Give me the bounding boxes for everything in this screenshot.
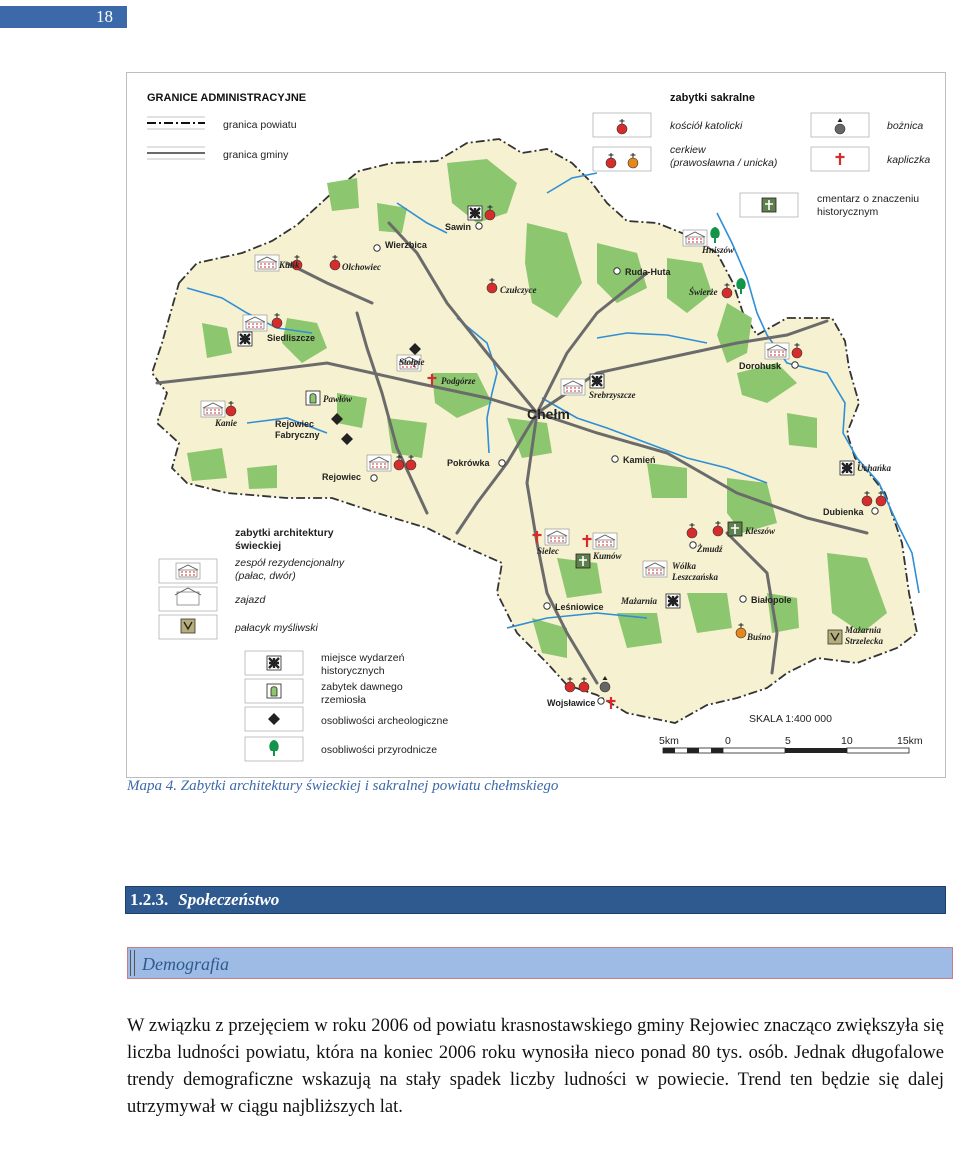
svg-text:Leszczańska: Leszczańska [672, 572, 719, 582]
place-uchanka [840, 461, 892, 475]
legend-commune-border: granica gminy [223, 149, 289, 161]
subsection-heading [127, 947, 953, 979]
subsection-title: Demografia [142, 954, 229, 974]
svg-text:Ruda-Huta: Ruda-Huta [625, 267, 671, 277]
legend-catholic-church: kościół katolicki [670, 120, 743, 132]
legend-secular-heading-1: zabytki architektury [235, 527, 334, 539]
place-mazarnia [620, 594, 680, 608]
cemetery-icon [762, 198, 776, 212]
place-kulik [255, 255, 302, 271]
svg-text:Podgórze: Podgórze [441, 376, 476, 386]
hunting-lodge-icon [181, 619, 195, 633]
place-pawlow [306, 391, 353, 405]
svg-text:Fabryczny: Fabryczny [275, 430, 320, 440]
svg-text:Pawłów: Pawłów [323, 394, 353, 404]
svg-text:Białopole: Białopole [751, 595, 792, 605]
svg-text:Srebrzyszcze: Srebrzyszcze [589, 390, 636, 400]
svg-text:Świerże: Świerże [689, 287, 718, 297]
legend-secular-heading-2: świeckiej [235, 540, 282, 552]
svg-text:Mażarnia: Mażarnia [621, 596, 658, 606]
historic-event-icon [267, 656, 281, 670]
svg-text:Sielec: Sielec [537, 546, 559, 556]
legend-cemetery-line2: historycznym [817, 206, 879, 218]
legend-orthodox-line2: (prawosławna / unicka) [670, 157, 778, 169]
svg-text:Dubienka: Dubienka [823, 507, 864, 517]
scale-tick-4: 15km [897, 735, 923, 747]
svg-text:Strzelecka: Strzelecka [845, 636, 883, 646]
svg-text:Żmudź: Żmudź [697, 544, 723, 554]
svg-text:Wojsławice: Wojsławice [547, 698, 596, 708]
legend-craft-1: zabytek dawnego [321, 681, 403, 693]
legend-orthodox-line1: cerkiew [670, 144, 706, 156]
svg-text:Mażarnia: Mażarnia [845, 625, 882, 635]
legend-residence-line1: zespół rezydencjonalny [235, 557, 345, 569]
section-heading [125, 886, 946, 914]
scale-tick-0: 5km [659, 735, 679, 747]
legend-inn: zajazd [235, 594, 266, 606]
legend-historic-event-1: miejsce wydarzeń [321, 652, 405, 664]
svg-text:Buśno: Buśno [747, 632, 772, 642]
legend-nature: osobliwości przyrodnicze [321, 744, 438, 756]
page-number: 18 [0, 6, 127, 28]
legend-admin-heading: GRANICE ADMINISTRACYJNE [147, 92, 307, 104]
legend-sacral-heading: zabytki sakralne [670, 92, 755, 104]
svg-text:Rejowiec: Rejowiec [275, 419, 315, 429]
scale-tick-1: 0 [725, 735, 731, 747]
legend-archaeology: osobliwości archeologiczne [321, 715, 449, 727]
section-title: Społeczeństwo [178, 890, 280, 909]
place-chelm [527, 406, 570, 422]
scale-title: SKALA 1:400 000 [749, 713, 832, 725]
legend-hunting-lodge: pałacyk myśliwski [235, 622, 318, 634]
scale-tick-2: 5 [785, 735, 791, 747]
scale-tick-3: 10 [841, 735, 853, 747]
legend-county-border: granica powiatu [223, 119, 297, 131]
legend-cemetery-line1: cmentarz o znaczeniu [817, 193, 920, 205]
section-number: 1.2.3. [130, 890, 169, 909]
svg-text:Hniszów: Hniszów [702, 245, 735, 255]
svg-text:Siedliszcze: Siedliszcze [267, 333, 316, 343]
svg-text:Kanie: Kanie [215, 418, 238, 428]
svg-text:Rejowiec: Rejowiec [322, 472, 362, 482]
legend-chapel: kapliczka [887, 154, 931, 166]
svg-text:Czułczyce: Czułczyce [500, 285, 537, 295]
svg-text:Olchowiec: Olchowiec [342, 262, 381, 272]
svg-text:Wólka: Wólka [672, 561, 697, 571]
svg-text:Sawin: Sawin [445, 222, 472, 232]
svg-text:Kleszów: Kleszów [745, 526, 776, 536]
scale-bar [663, 748, 909, 753]
legend-historic-event-2: historycznych [321, 665, 385, 677]
svg-text:Kumów: Kumów [593, 551, 622, 561]
svg-text:Chełm: Chełm [527, 406, 570, 422]
svg-text:Stołpie: Stołpie [399, 357, 425, 367]
craft-monument-icon [267, 684, 281, 698]
svg-text:Dorohusk: Dorohusk [739, 361, 782, 371]
svg-text:Kulik: Kulik [279, 260, 300, 270]
body-paragraph: W związku z przejęciem w roku 2006 od powiatu krasnostawskiego gminy Rejowiec znacząco zwiększyła się liczba ludności powiatu, która na koniec 2006 roku wynosiła nieco ponad 80 tys. osób. Jednak długofalowe trendy demograficzne wskazują na stały spadek liczby ludności w powiecie. Trend ten będzie się dalej utrzymywał w ciągu najbliższych lat. [127, 1016, 944, 1117]
residence-icon [176, 563, 200, 579]
svg-text:Pokrówka: Pokrówka [447, 458, 490, 468]
svg-text:Wierzbica: Wierzbica [385, 240, 427, 250]
legend-craft-2: rzemiosła [321, 694, 366, 706]
legend-synagogue: bożnica [887, 120, 924, 132]
legend-residence-line2: (pałac, dwór) [235, 570, 296, 582]
svg-text:Uchańka: Uchańka [857, 463, 892, 473]
svg-text:Kamień: Kamień [623, 455, 656, 465]
subsection-edge-marker [130, 950, 135, 976]
map-caption: Mapa 4. Zabytki architektury świeckiej i sakralnej powiatu chełmskiego [127, 778, 559, 794]
map-figure [126, 72, 946, 778]
county-map [127, 73, 945, 777]
svg-text:Leśniowice: Leśniowice [555, 602, 604, 612]
